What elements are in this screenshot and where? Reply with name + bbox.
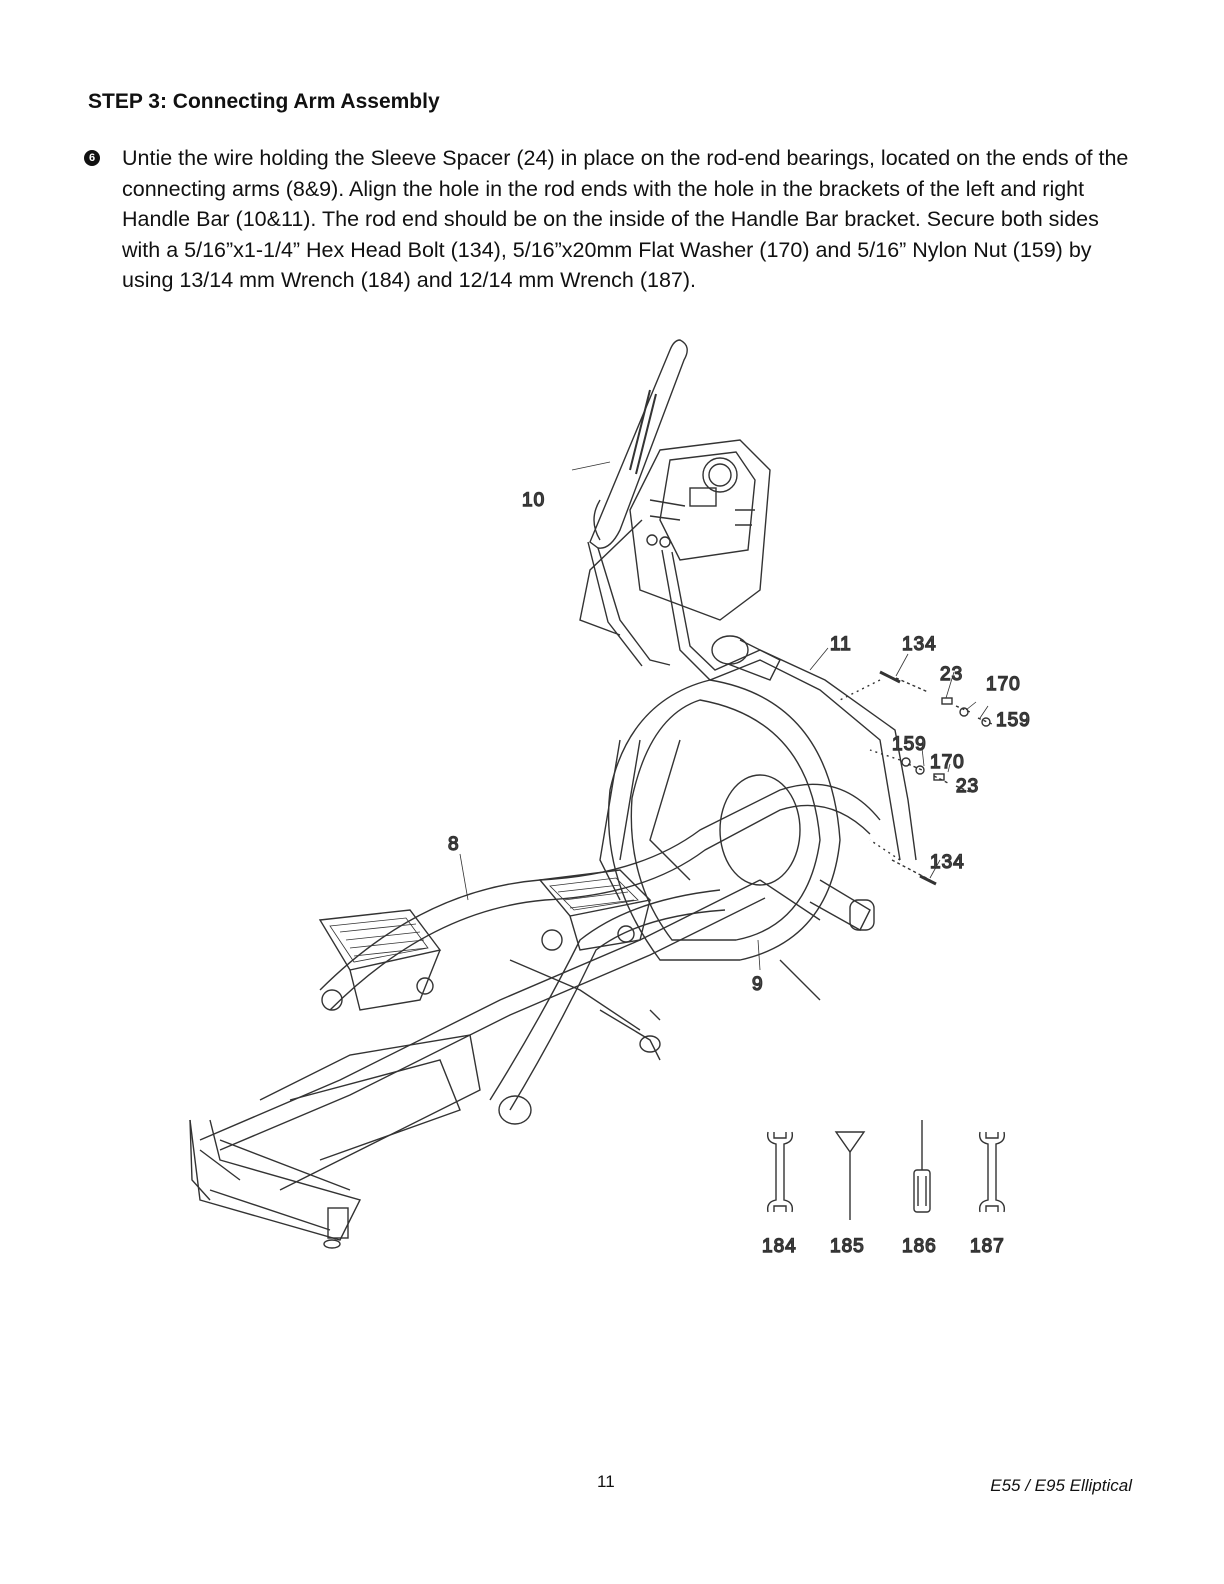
screwdriver-186-icon	[914, 1120, 930, 1212]
label-part-134-bottom: 134	[930, 852, 965, 873]
pedal-left	[320, 910, 440, 1010]
label-part-11: 11	[830, 634, 852, 655]
handlebar-left-10	[588, 340, 687, 666]
label-tool-186: 186	[902, 1236, 937, 1257]
label-tool-185: 185	[830, 1236, 865, 1257]
wrench-184-icon	[768, 1132, 793, 1212]
label-tool-184: 184	[762, 1236, 797, 1257]
label-part-159-bottom: 159	[892, 734, 927, 755]
handlebar-right-11	[662, 550, 916, 860]
label-part-23-bottom: 23	[956, 776, 980, 797]
hex-key-185-icon	[836, 1132, 864, 1220]
console	[580, 440, 770, 635]
step-bullet-number: 6	[84, 150, 100, 166]
step-instructions: Untie the wire holding the Sleeve Spacer (24) in place on the rod-end bearings, located on the ends of the connecting arms (8&9). Align the hole in the rod ends with the hole in the brackets of the left and right Handle Bar (10&11). The rod end should be on the inside of the Handle Bar bracket. Secure both sides with a 5/16”x1-1/4” Hex Head Bolt (134), 5/16”x20mm Flat Washer (170) and 5/16” Nylon Nut (159) by using 13/14 mm Wrench (184) and 12/14 mm Wrench (187).	[122, 146, 1129, 292]
label-part-8: 8	[448, 834, 460, 855]
connecting-arm-9	[490, 890, 725, 1124]
label-part-23-top: 23	[940, 664, 964, 685]
label-part-134-top: 134	[902, 634, 937, 655]
rear-stabilizer	[760, 880, 874, 1000]
wrench-187-icon	[980, 1132, 1005, 1212]
label-part-9: 9	[752, 974, 764, 995]
leader-lines	[460, 462, 988, 970]
label-part-170-top: 170	[986, 674, 1021, 695]
elliptical-assembly-diagram	[180, 320, 1060, 1280]
label-part-10: 10	[522, 490, 546, 511]
page-number: 11	[597, 1472, 615, 1491]
footer-product-name: E55 / E95 Elliptical	[990, 1476, 1132, 1495]
tools-group	[768, 1120, 1005, 1220]
label-part-170-bottom: 170	[930, 752, 965, 773]
label-tool-187: 187	[970, 1236, 1005, 1257]
step-title: STEP 3: Connecting Arm Assembly	[88, 90, 440, 113]
label-part-159-top: 159	[996, 710, 1031, 731]
front-stabilizer	[190, 1120, 360, 1248]
front-rail-base	[200, 880, 765, 1190]
